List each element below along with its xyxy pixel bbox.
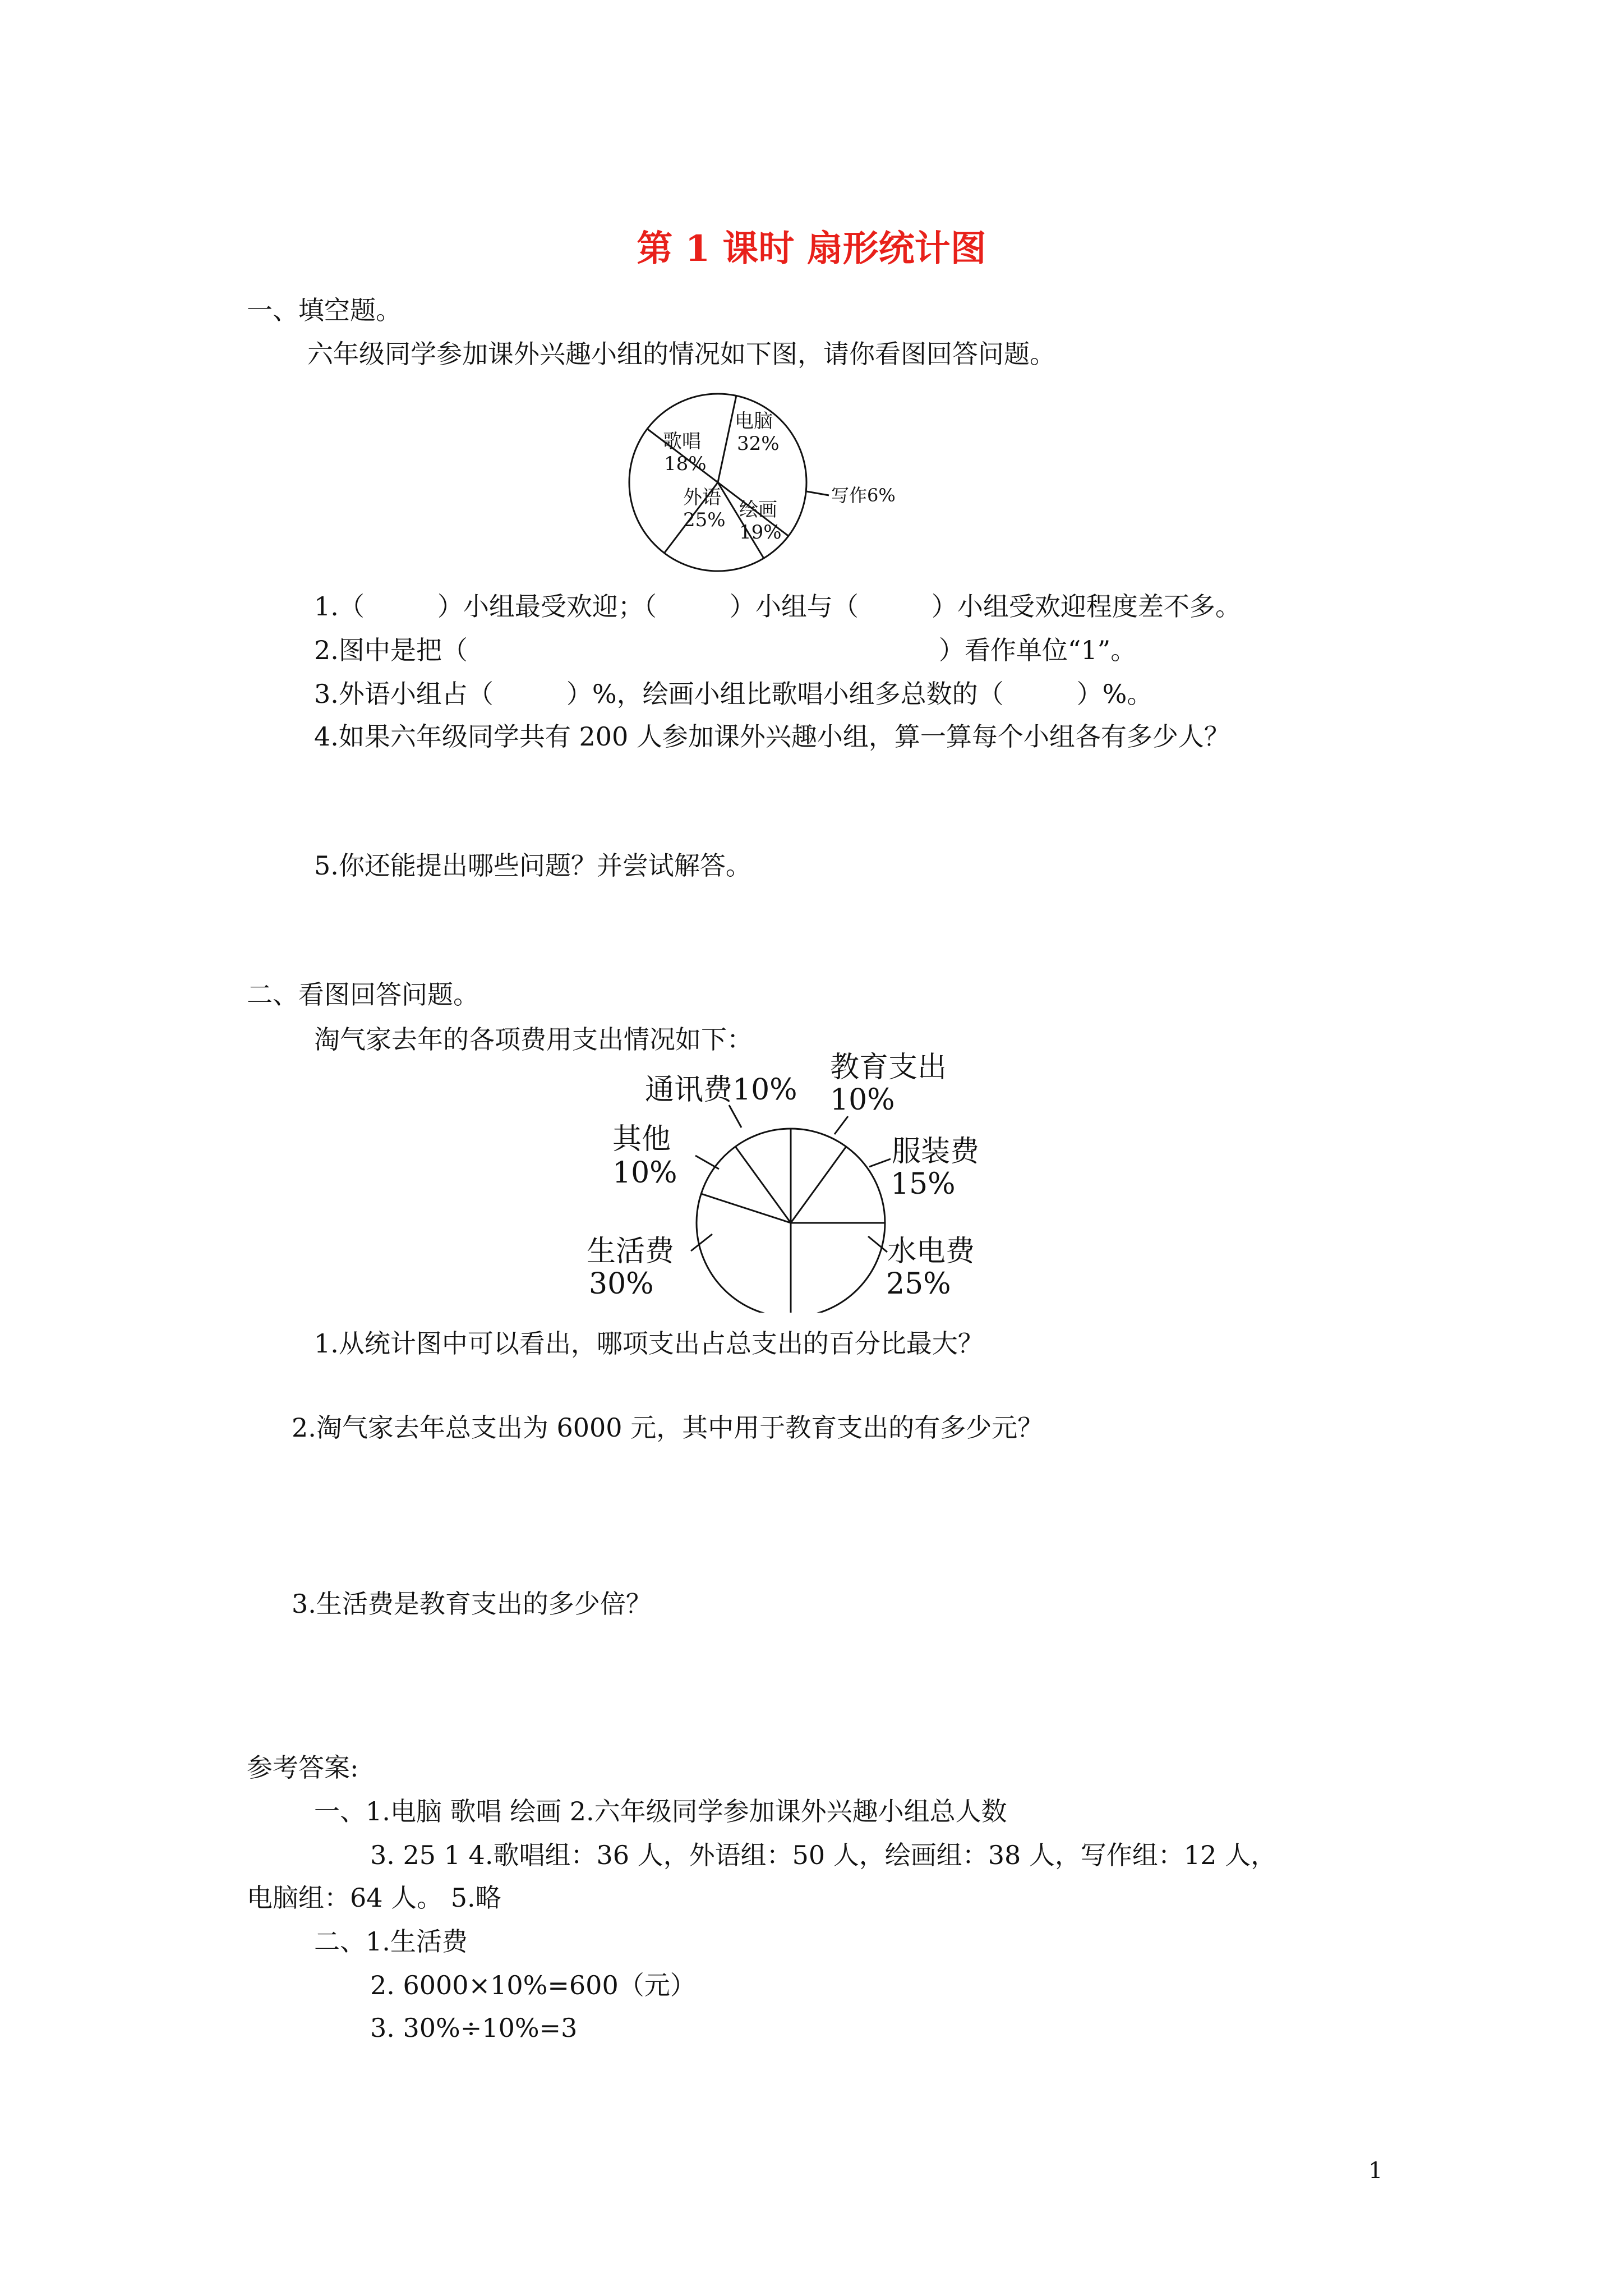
pie2-value-education: 10% bbox=[830, 1083, 895, 1117]
pie2-leader-other bbox=[695, 1156, 719, 1169]
answers-line-6: 3. 30%÷10%=3 bbox=[370, 2013, 578, 2043]
pie2-leader-clothing bbox=[869, 1159, 891, 1167]
pie2-value-utilities: 25% bbox=[886, 1267, 951, 1301]
s1-q5: 5.你还能提出哪些问题？并尝试解答。 bbox=[314, 850, 751, 881]
s1-q2-part-b: ）看作单位“1”。 bbox=[938, 635, 1137, 665]
pie2-leader-living bbox=[691, 1234, 712, 1251]
pie2-value-clothing: 15% bbox=[891, 1167, 956, 1201]
s1-q1 bbox=[314, 591, 1241, 622]
household-expense-pie-chart bbox=[561, 1049, 1066, 1313]
pie1-label-computer: 电脑 bbox=[735, 410, 773, 432]
page-number: 1 bbox=[1368, 2158, 1383, 2184]
pie2-label-education: 教育支出 bbox=[830, 1051, 947, 1084]
s2-q1: 1.从统计图中可以看出，哪项支出占总支出的百分比最大？ bbox=[314, 1328, 984, 1359]
s1-q3-part-c: ）%。 bbox=[1076, 679, 1153, 709]
page-title: 第 1 课时 扇形统计图 bbox=[637, 228, 986, 270]
pie1-value-computer: 32% bbox=[737, 432, 780, 455]
s1-q3-part-b: ）%，绘画小组比歌唱小组多总数的（ bbox=[566, 679, 1004, 709]
pie1-writing-leader bbox=[806, 491, 829, 495]
answers-line-3: 电脑组：64 人。 5.略 bbox=[247, 1883, 501, 1913]
pie1-label-singing: 歌唱 bbox=[663, 430, 701, 453]
pie2-value-other: 10% bbox=[612, 1156, 677, 1190]
pie2-slice-boundary-5 bbox=[735, 1147, 791, 1223]
s2-q2: 2.淘气家去年总支出为 6000 元，其中用于教育支出的有多少元？ bbox=[292, 1412, 1044, 1443]
s1-q1-part-d: ）小组受欢迎程度差不多。 bbox=[931, 591, 1241, 622]
pie2-slice-boundary-1 bbox=[791, 1147, 846, 1223]
pie1-label-drawing: 绘画 bbox=[739, 499, 777, 521]
s1-q2 bbox=[314, 637, 1136, 663]
answers-line-1: 一、1.电脑 歌唱 绘画 2.六年级同学参加课外兴趣小组总人数 bbox=[314, 1796, 1007, 1826]
s1-q1-part-a: 1.（ bbox=[314, 591, 365, 622]
interest-group-pie-chart bbox=[617, 381, 931, 583]
section1-heading: 一、填空题。 bbox=[247, 295, 402, 325]
s1-q3 bbox=[314, 681, 1152, 707]
pie2-slice-boundary-4 bbox=[701, 1194, 791, 1223]
pie2-leader-communication bbox=[729, 1105, 741, 1128]
pie1-label-foreign: 外语 bbox=[683, 486, 721, 509]
s1-q1-part-b: ）小组最受欢迎；（ bbox=[437, 591, 657, 622]
answers-line-5: 2. 6000×10%=600（元） bbox=[370, 1970, 696, 2000]
pie2-label-living: 生活费 bbox=[587, 1235, 675, 1268]
s1-q2-part-a: 2.图中是把（ bbox=[314, 635, 468, 665]
pie2-value-living: 30% bbox=[589, 1267, 654, 1301]
s1-q3-part-a: 3.外语小组占（ bbox=[314, 679, 494, 709]
pie1-value-foreign: 25% bbox=[683, 509, 726, 531]
answers-line-4: 二、1.生活费 bbox=[314, 1926, 468, 1957]
pie1-value-singing: 18% bbox=[664, 453, 707, 475]
answers-line-2: 3. 25 1 4.歌唱组：36 人，外语组：50 人，绘画组：38 人，写作组：12 人， bbox=[370, 1840, 1277, 1870]
pie2-label-communication: 通讯费10% bbox=[645, 1073, 797, 1107]
pie2-label-utilities: 水电费 bbox=[887, 1235, 975, 1268]
pie1-label-writing: 写作6% bbox=[831, 485, 896, 506]
s2-q3: 3.生活费是教育支出的多少倍？ bbox=[292, 1589, 652, 1619]
pie2-label-other: 其他 bbox=[612, 1122, 671, 1156]
pie2-label-clothing: 服装费 bbox=[892, 1135, 980, 1168]
pie1-value-drawing: 19% bbox=[739, 521, 782, 544]
pie1-slice-boundary-0 bbox=[718, 396, 736, 483]
s1-q4: 4.如果六年级同学共有 200 人参加课外兴趣小组，算一算每个小组各有多少人？ bbox=[314, 721, 1230, 752]
pie2-leader-education bbox=[834, 1116, 848, 1134]
section1-intro: 六年级同学参加课外兴趣小组的情况如下图，请你看图回答问题。 bbox=[307, 339, 1055, 369]
section2-intro: 淘气家去年的各项费用支出情况如下： bbox=[314, 1024, 753, 1055]
s1-q1-part-c: ）小组与（ bbox=[729, 591, 859, 622]
answers-heading: 参考答案: bbox=[247, 1752, 359, 1783]
section2-heading: 二、看图回答问题。 bbox=[247, 979, 479, 1010]
